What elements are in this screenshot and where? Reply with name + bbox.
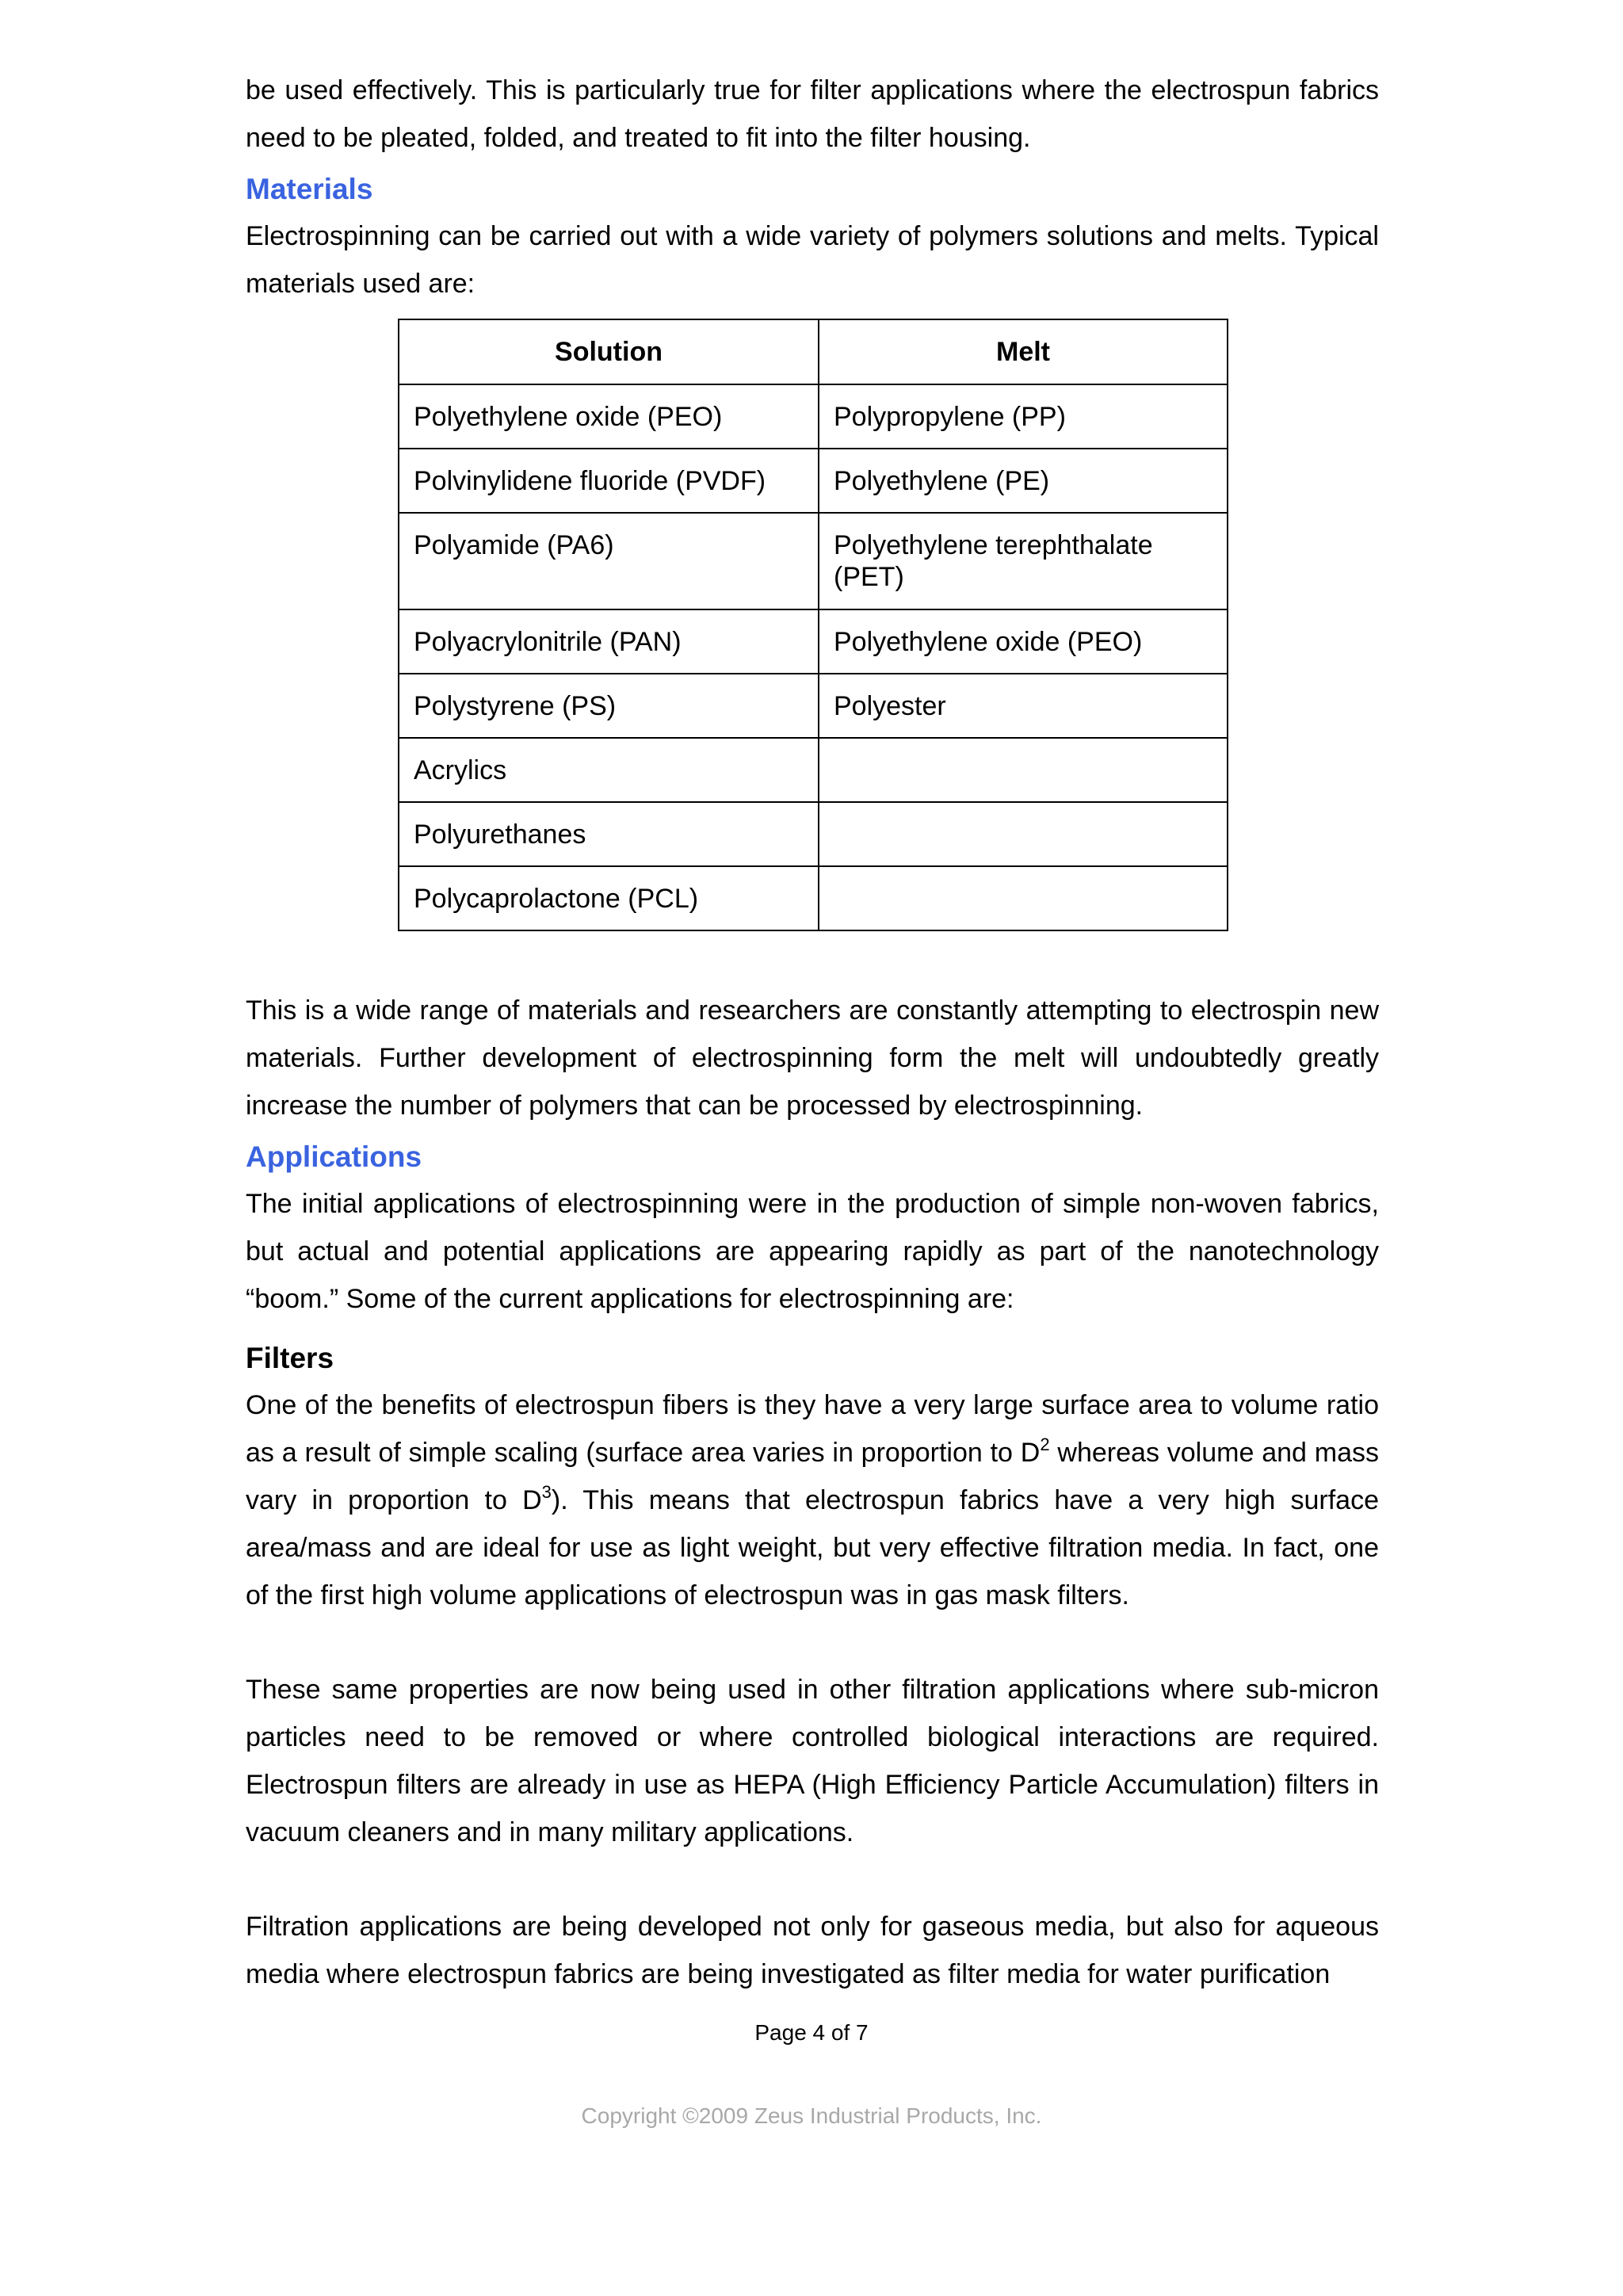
superscript-3: 3 [541,1482,552,1502]
intro-continuation: be used effectively. This is particularly true for filter applications where the electrospun fabrics need to be pleated, folded, and treated to fit into the filter housing. [246,75,1379,153]
table-cell-solution: Polyamide (PA6) [399,513,819,609]
table-row [399,513,1228,609]
table-cell-melt [819,866,1228,930]
table-row [399,674,1228,738]
table-cell-melt: Polyester [819,674,1228,738]
column-header-melt: Melt [819,319,1228,384]
table-cell-melt [819,802,1228,866]
table-cell-solution: Polyacrylonitrile (PAN) [399,609,819,674]
filters-paragraph-3: Filtration applications are being developed not only for gaseous media, but also for aqueous media where electrospun fabrics are being investigated as filter media for water purification [246,1912,1379,1989]
table-row [399,866,1228,930]
table-row [399,384,1228,449]
table-cell-melt: Polyethylene oxide (PEO) [819,609,1228,674]
table-row [399,738,1228,802]
superscript-2: 2 [1040,1435,1050,1454]
materials-intro: Electrospinning can be carried out with a wide variety of polymers solutions and melts. Typical materials used are: [246,221,1379,299]
filters-p1-text-a: One of the benefits of electrospun fibers is they have a very large surface area to volume ratio as a result of simple scaling (surface area varies in proportion to D [246,1390,1379,1468]
table-cell-solution: Polycaprolactone (PCL) [399,866,819,930]
table-cell-solution: Acrylics [399,738,819,802]
table-cell-solution: Polystyrene (PS) [399,674,819,738]
document-body [246,67,1379,1998]
filters-paragraph-1 [246,1381,1379,1619]
copyright-notice: Copyright ©2009 Zeus Industrial Products, Inc. [581,2103,1042,2128]
materials-table-header-row [399,319,1228,384]
filters-p1-text-c: ). This means that electrospun fabrics have a very high surface area/mass and are ideal for use as light weight, but very effective filtration media. In fact, one of the first high volume applications of electrospun was in gas mask filters. [246,1485,1379,1610]
column-header-solution: Solution [399,319,819,384]
table-cell-solution: Polvinylidene fluoride (PVDF) [399,449,819,513]
table-cell-solution: Polyurethanes [399,802,819,866]
materials-heading: Materials [246,173,373,205]
table-row [399,449,1228,513]
table-cell-melt: Polyethylene (PE) [819,449,1228,513]
filters-heading: Filters [246,1342,334,1374]
table-cell-melt: Polypropylene (PP) [819,384,1228,449]
table-row [399,609,1228,674]
page-number: Page 4 of 7 [754,2020,869,2045]
table-cell-melt [819,738,1228,802]
table-cell-solution: Polyethylene oxide (PEO) [399,384,819,449]
table-cell-melt: Polyethylene terephthalate (PET) [819,513,1228,609]
filters-paragraph-2: These same properties are now being used in other filtration applications where sub-micron particles need to be removed or where controlled biological interactions are required. Electrospun filters are already in use as HEPA (High Efficiency Particle Accumulation) filters in vacuum cleaners and in many military applications. [246,1675,1379,1847]
materials-after-text: This is a wide range of materials and researchers are constantly attempting to electrospin new materials. Further development of electrospinning form the melt will undoubtedly greatly increase the number of polymers that can be processed by electrospinning. [246,995,1379,1121]
applications-heading: Applications [246,1140,422,1173]
filters-p1-text-b: whereas volume and mass vary in proportion to D [246,1438,1379,1515]
applications-intro: The initial applications of electrospinning were in the production of simple non-woven fabrics, but actual and potential applications are appearing rapidly as part of the nanotechnology “boom.” Some of the current applications for electrospinning are: [246,1189,1379,1314]
materials-table [398,319,1228,931]
table-row [399,802,1228,866]
